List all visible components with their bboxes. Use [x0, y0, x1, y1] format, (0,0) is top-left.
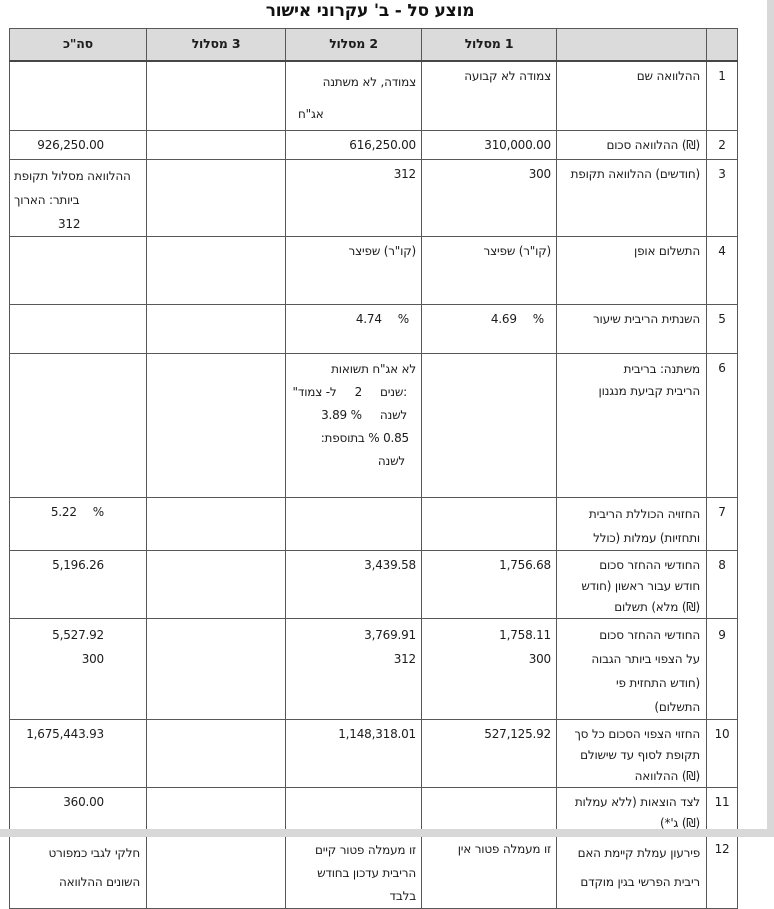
cell-line: 360.00: [63, 794, 104, 809]
row-number: 1: [718, 68, 726, 83]
percent-sign: %: [397, 311, 409, 326]
cell-line: [286, 381, 421, 404]
cell-line: בתוספת: % 0.85: [320, 430, 409, 445]
table-row: [10, 353, 738, 497]
cell-line: [286, 404, 421, 427]
cell-r5-number: [707, 304, 738, 353]
cell-r8-track3: [147, 550, 286, 618]
cell-line-part: צמוד" ל-: [292, 384, 337, 399]
percent-line: [422, 309, 556, 330]
table-row: [10, 719, 738, 787]
cell-r8-total: [10, 550, 147, 618]
cell-line: תקופת מסלול ההלוואה: [14, 168, 131, 183]
cell-r7-track1: [422, 497, 557, 550]
cell-r7-track2: [286, 497, 422, 550]
cell-r5-track1: [422, 304, 557, 353]
table-row: [10, 618, 738, 719]
cell-line: 1,675,443.93: [26, 726, 104, 741]
header-loan-attribute: [557, 29, 707, 61]
table-row: [10, 834, 738, 908]
cell-line: 926,250.00: [37, 137, 104, 152]
cell-r3-total: [10, 159, 147, 236]
cell-line: מוקדם בגין הפרשי ריבית: [580, 874, 700, 889]
cell-r5-total: [10, 304, 147, 353]
cell-r11-track2: [286, 787, 422, 834]
cell-line: בלבד: [389, 888, 416, 903]
cell-line: סכום ההחזר החודשי: [599, 557, 700, 572]
cell-r6-number: [707, 353, 738, 497]
cell-r2-track3: [147, 130, 286, 159]
cell-r7-total: [10, 497, 147, 550]
table-row: [10, 304, 738, 353]
cell-r9-track2: [286, 618, 422, 719]
cell-r4-label: [557, 236, 707, 304]
cell-line: 3,439.58: [364, 557, 416, 572]
cell-line: משתנה לא צמודה,: [322, 74, 416, 89]
row-number: 3: [718, 166, 726, 181]
cell-line: 616,250.00: [349, 137, 416, 152]
cell-line: 312: [58, 216, 81, 231]
cell-r1-number: [707, 61, 738, 131]
cell-r5-track3: [147, 304, 286, 353]
cell-r5-track2: [286, 304, 422, 353]
table-row: [10, 550, 738, 618]
cell-r11-number: [707, 787, 738, 834]
rate-value: 4.74: [355, 311, 382, 326]
cell-r2-label: [557, 130, 707, 159]
cell-r12-track3: [147, 834, 286, 908]
cell-r3-track3: [147, 159, 286, 236]
row-number: 12: [714, 841, 730, 856]
cell-r2-total: [10, 130, 147, 159]
loan-terms-table: [9, 28, 738, 909]
cell-line: האם קיימת עמלת פירעון: [577, 845, 700, 860]
percent-line: [286, 309, 421, 330]
cell-line: בריבית משתנה:: [623, 361, 700, 376]
cell-r12-track2: [286, 834, 422, 908]
cell-r7-label: [557, 497, 707, 550]
cell-r11-label: [557, 787, 707, 834]
cell-r2-track2: [286, 130, 422, 159]
row-number: 8: [718, 557, 726, 572]
cell-line: קיים פטור מעמלה זו: [315, 842, 416, 857]
cell-line: הריבית הכוללת החזויה: [588, 506, 700, 521]
cell-line: סך כל הסכום הצפוי החזוי: [574, 726, 700, 741]
cell-line: (חודש ראשון עבור חודש: [581, 578, 700, 593]
row-number: 2: [718, 137, 726, 152]
percent-line: [10, 502, 146, 523]
cell-r2-track1: [422, 130, 557, 159]
header-total: סה"כ: [10, 29, 147, 61]
cell-r10-track3: [147, 719, 286, 787]
cell-r10-number: [707, 719, 738, 787]
cell-r3-label: [557, 159, 707, 236]
cell-r3-track1: [422, 159, 557, 236]
cell-line: סכום ההלוואה (₪): [606, 137, 700, 152]
cell-line: הארוך ביותר:: [14, 192, 80, 207]
page-title: אישור עקרוני ב' - סל מוצע: [265, 1, 475, 21]
rate-value: 5.22: [50, 504, 77, 519]
cell-r10-track2: [286, 719, 422, 787]
cell-line: פי התחזית (חודש: [616, 675, 700, 690]
header-track1: מסלול 1: [422, 29, 557, 61]
cell-r4-total: [10, 236, 147, 304]
cell-line: הגבוה ביותר הצפוי על: [591, 651, 700, 666]
table-row: [10, 130, 738, 159]
cell-r6-label: [557, 353, 707, 497]
cell-line: 310,000.00: [484, 137, 551, 152]
cell-r1-total: [10, 61, 147, 131]
cell-line-part: 3.89 %: [321, 407, 362, 422]
cell-r4-number: [707, 236, 738, 304]
cell-r4-track1: [422, 236, 557, 304]
cell-line: תשלום מלא) (₪): [614, 599, 700, 614]
cell-line: 300: [528, 166, 551, 181]
cell-line: 300: [81, 651, 104, 666]
cell-line: מנגנון קביעת הריבית: [598, 383, 700, 398]
cell-line: קבועה לא צמודה: [464, 68, 551, 83]
cell-r8-track1: [422, 550, 557, 618]
header-row: [10, 29, 738, 61]
cell-line-part: 2: [354, 384, 362, 399]
cell-r8-track2: [286, 550, 422, 618]
cell-line: 312: [393, 166, 416, 181]
cell-line: לשנה: [377, 453, 405, 468]
percent-sign: %: [92, 504, 104, 519]
cell-line: תשואות אג"ח לא: [331, 361, 416, 376]
rate-value: 4.69: [490, 311, 517, 326]
header-track2: מסלול 2: [286, 29, 422, 61]
header-track3: מסלול 3: [147, 29, 286, 61]
cell-r6-total: [10, 353, 147, 497]
cell-r12-track1: [422, 834, 557, 908]
cell-r11-total: [10, 787, 147, 834]
cell-line: 1,758.11: [499, 627, 551, 642]
cell-r9-track1: [422, 618, 557, 719]
cell-r11-track1: [422, 787, 557, 834]
row-number: 7: [718, 504, 726, 519]
cell-line: כמפורט לגבי חלקי: [48, 845, 140, 860]
cell-line: 5,196.26: [52, 557, 104, 572]
cell-r9-total: [10, 618, 147, 719]
cell-r10-total: [10, 719, 147, 787]
cell-r12-label: [557, 834, 707, 908]
cell-line: (כולל עמלות ותחזיות): [593, 530, 700, 545]
cell-line: 5,527.92: [52, 627, 104, 642]
row-number: 9: [718, 627, 726, 642]
row-number: 10: [714, 726, 730, 741]
header-row-number: [707, 29, 738, 61]
percent-sign: %: [532, 311, 544, 326]
cell-r9-number: [707, 618, 738, 719]
cell-r5-label: [557, 304, 707, 353]
cell-line: 312: [393, 651, 416, 666]
table-row: [10, 497, 738, 550]
cell-r12-total: [10, 834, 147, 908]
cell-line: אופן התשלום: [634, 243, 700, 258]
cell-line: שפיצר (קו"ר): [348, 243, 416, 258]
cell-r9-track3: [147, 618, 286, 719]
cell-r1-label: [557, 61, 707, 131]
cell-line: ההלוואה (₪): [634, 768, 700, 783]
cell-r6-track2: [286, 353, 422, 497]
cell-r9-label: [557, 618, 707, 719]
cell-line: 3,769.91: [364, 627, 416, 642]
cell-line-part: שנים:: [380, 384, 407, 399]
cell-line: אין פטור מעמלה זו: [457, 841, 551, 856]
cell-line: עמלות (ללא הוצאות לצד: [574, 794, 700, 809]
page-edge-right: [767, 0, 774, 837]
cell-r3-track2: [286, 159, 422, 236]
row-number: 6: [718, 360, 726, 375]
cell-line: 300: [528, 651, 551, 666]
cell-line: שיעור הריבית השנתית: [592, 311, 700, 326]
cell-line-part: לשנה: [379, 407, 407, 422]
cell-r3-number: [707, 159, 738, 236]
row-number: 11: [714, 794, 730, 809]
table-row: [10, 159, 738, 236]
cell-r7-number: [707, 497, 738, 550]
cell-line: 1,148,318.01: [338, 726, 416, 741]
table-row: [10, 236, 738, 304]
cell-r10-label: [557, 719, 707, 787]
cell-r4-track3: [147, 236, 286, 304]
row-number: 4: [718, 243, 726, 258]
cell-r1-track2: [286, 61, 422, 131]
cell-line: שפיצר (קו"ר): [483, 243, 551, 258]
cell-line: אג"ח: [298, 106, 324, 121]
row-number: 5: [718, 311, 726, 326]
cell-line: סכום ההחזר החודשי: [599, 627, 700, 642]
cell-r4-track2: [286, 236, 422, 304]
page-edge-bottom: [0, 829, 774, 837]
table-row: [10, 61, 738, 131]
cell-r6-track1: [422, 353, 557, 497]
cell-r12-number: [707, 834, 738, 908]
cell-r6-track3: [147, 353, 286, 497]
cell-line: בחודש עדכון הריבית: [317, 865, 416, 880]
cell-line: תקופת ההלוואה (חודשים): [570, 166, 700, 181]
cell-r11-track3: [147, 787, 286, 834]
cell-r7-track3: [147, 497, 286, 550]
table-row: [10, 787, 738, 834]
cell-line: ההלוואה השונים: [58, 874, 140, 889]
cell-line: שם ההלוואה: [636, 68, 700, 83]
cell-line: התשלום): [654, 699, 700, 714]
cell-line: שישולם עד לסוף תקופת: [580, 747, 700, 762]
cell-line: 527,125.92: [484, 726, 551, 741]
cell-r10-track1: [422, 719, 557, 787]
cell-line: 1,756.68: [499, 557, 551, 572]
cell-r8-number: [707, 550, 738, 618]
cell-r1-track1: [422, 61, 557, 131]
cell-r1-track3: [147, 61, 286, 131]
cell-r2-number: [707, 130, 738, 159]
cell-line: ג'*) (₪): [660, 815, 700, 830]
cell-r8-label: [557, 550, 707, 618]
